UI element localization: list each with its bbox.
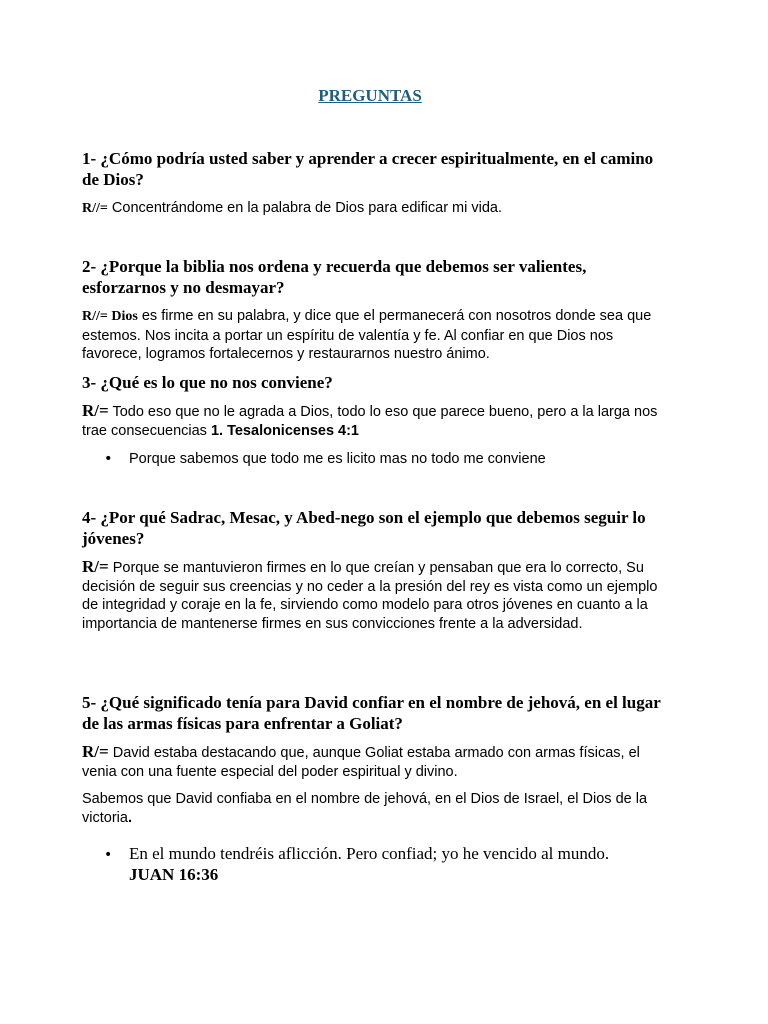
bible-reference: 1. Tesalonicenses 4:1: [210, 422, 359, 439]
question-text: 2- ¿Porque la biblia nos ordena y recuerda que debemos ser valientes, esforzarnos y no desmayar?: [82, 257, 587, 297]
question-5: [82, 692, 662, 827]
bible-reference: JUAN 16:36: [129, 865, 219, 884]
answer-prefix: R/=: [82, 401, 109, 420]
question-4: [82, 507, 662, 633]
answer-paragraph-2: [82, 790, 662, 827]
bullet-text: [129, 843, 664, 885]
question-2: [82, 256, 662, 364]
answer-body: Porque se mantuvieron firmes en lo que creían y pensaban que era lo correcto, Su decisión de seguir sus creencias y no ceder a la presión del rey es vista como un ejemplo de integridad y coraje en la fe, sirviendo como modelo para otros jóvenes en cuanto a la importancia de mantenerse firmes en sus convicciones frente a la adversidad.: [82, 560, 658, 632]
answer-body: Todo eso que no le agrada a Dios, todo lo eso que parece bueno, pero a la larga nos trae consecuencias: [82, 404, 658, 439]
answer-body: David estaba destacando que, aunque Goliat estaba armado con armas físicas, el venia con una fuente especial del poder espiritual y divino.: [82, 745, 640, 780]
bullet-icon: •: [104, 847, 113, 863]
bullet-item: [104, 450, 664, 469]
answer-prefix: R//= Dios: [82, 309, 138, 324]
bullet-item: [104, 843, 664, 885]
bullet-quote: En el mundo tendréis aflicción. Pero confiad; yo he vencido al mundo.: [129, 844, 610, 863]
answer-prefix: R/=: [82, 557, 109, 576]
question-text: 3- ¿Qué es lo que no nos conviene?: [82, 373, 333, 392]
answer-text: [82, 307, 662, 364]
answer-text: [82, 558, 662, 633]
answer-prefix: R//=: [82, 201, 108, 216]
question-text: 1- ¿Cómo podría usted saber y aprender a crecer espiritualmente, en el camino de Dios?: [82, 149, 654, 189]
answer-text: [82, 402, 662, 440]
answer-text: [82, 199, 662, 219]
answer-body: Concentrándome en la palabra de Dios para edificar mi vida.: [107, 200, 503, 216]
question-text: 5- ¿Qué significado tenía para David confiar en el nombre de jehová, en el lugar de las armas físicas para enfrentar a Goliat?: [82, 693, 661, 733]
question-text: 4- ¿Por qué Sadrac, Mesac, y Abed-nego son el ejemplo que debemos seguir lo jóvenes?: [82, 508, 646, 548]
bullet-text: Porque sabemos que todo me es licito mas no todo me conviene: [129, 451, 546, 467]
question-1: [82, 148, 662, 219]
answer-body: es firme en su palabra, y dice que el permanecerá con nosotros donde sea que estemos. Nos incita a portar un espíritu de valentía y fe. Al confiar en que Dios nos favorece, logramos fortalecernos y restaurarnos nuestro ánimo.: [82, 308, 652, 362]
bullet-icon: •: [104, 451, 113, 467]
answer-prefix: R/=: [82, 742, 109, 761]
question-3: [82, 372, 662, 440]
page-title: PREGUNTAS: [318, 86, 422, 105]
answer-body-2: Sabemos que David confiaba en el nombre de jehová, en el Dios de Israel, el Dios de la victoria: [82, 791, 648, 826]
answer-end-mark: .: [127, 809, 132, 826]
answer-text: [82, 743, 662, 781]
